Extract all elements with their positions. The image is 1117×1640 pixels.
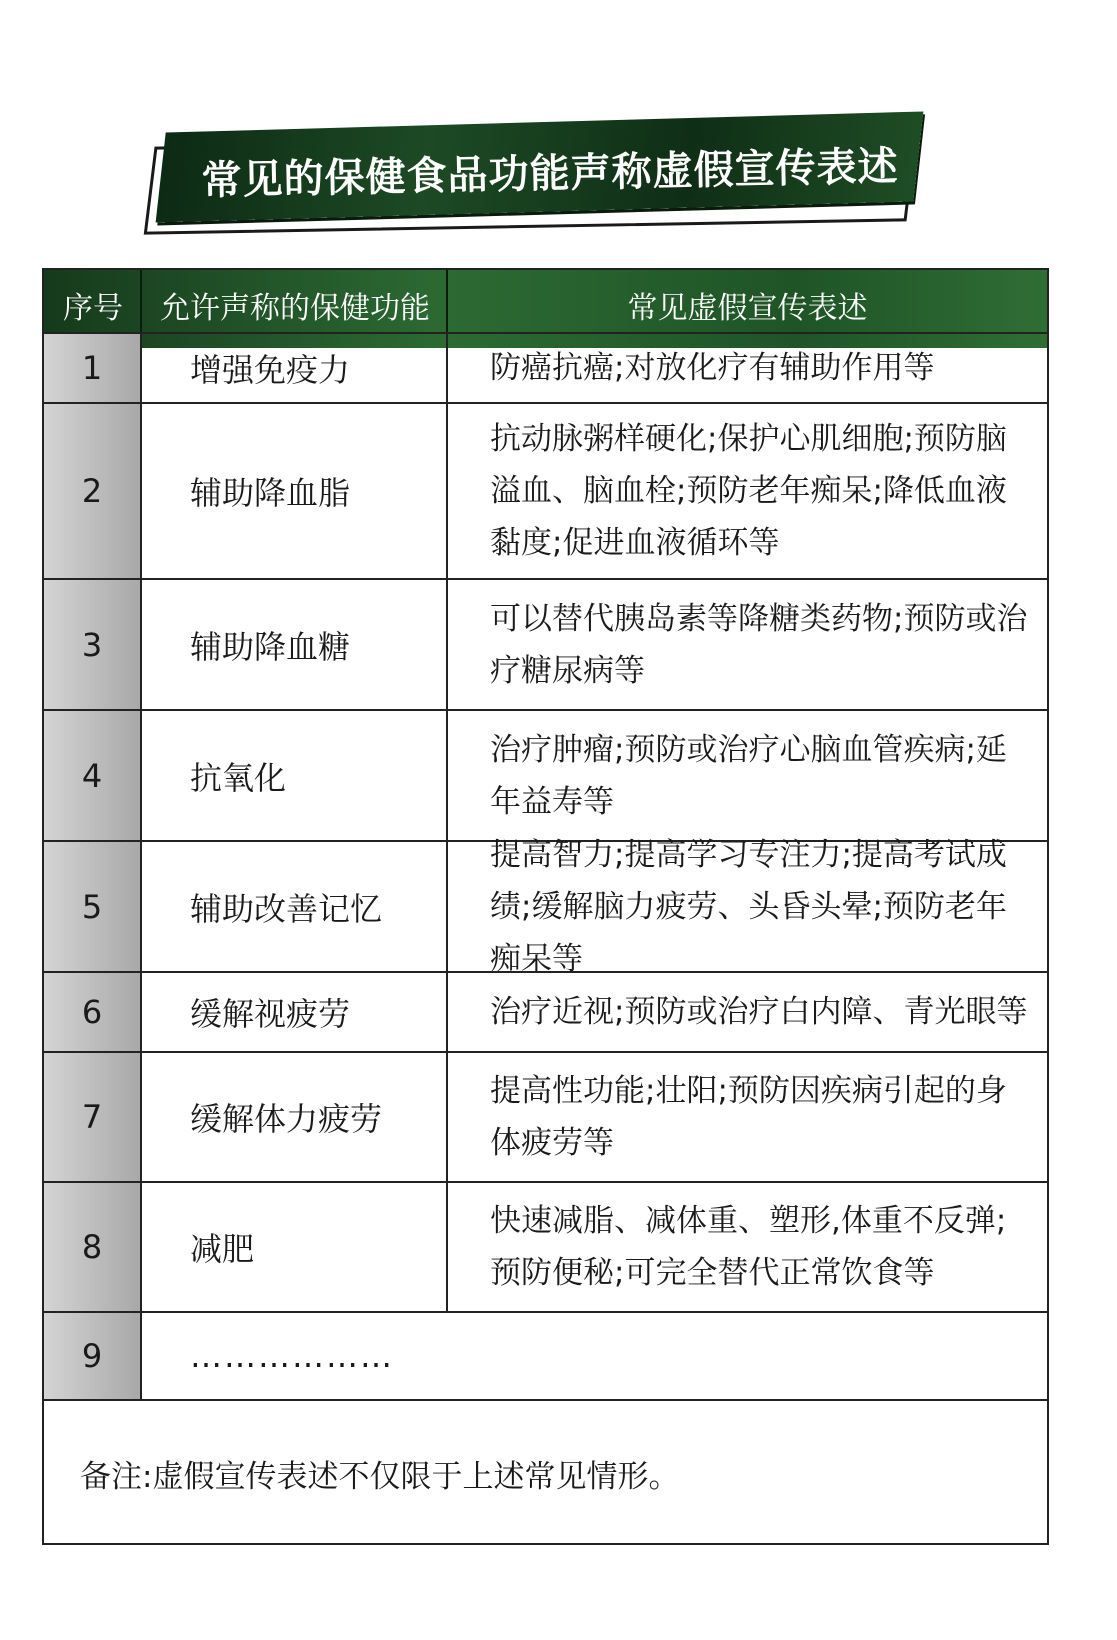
row-function: 减肥 — [142, 1183, 448, 1311]
row-claim: 可以替代胰岛素等降糖类药物;预防或治疗糖尿病等 — [490, 600, 1028, 689]
row-claim: 提高智力;提高学习专注力;提高考试成绩;缓解脑力疲劳、头昏头晕;预防老年痴呆等 — [490, 836, 1007, 977]
row-number: 9 — [44, 1313, 142, 1399]
header-number: 序号 — [63, 291, 123, 326]
row-claim: 快速减脂、减体重、塑形,体重不反弹;预防便秘;可完全替代正常饮食等 — [490, 1203, 1007, 1291]
claims-table — [42, 268, 1049, 1545]
page-title: 常见的保健食品功能声称虚假宣传表述 — [201, 143, 899, 205]
table-row — [44, 1311, 1047, 1399]
row-claim: 防癌抗癌;对放化疗有辅助作用等 — [490, 350, 935, 386]
table-row — [44, 332, 1047, 402]
row-function: 辅助降血脂 — [142, 404, 448, 578]
row-function: 缓解视疲劳 — [142, 973, 448, 1051]
header-function: 允许声称的保健功能 — [160, 291, 430, 326]
row-number: 8 — [44, 1183, 142, 1311]
row-function: 辅助改善记忆 — [142, 842, 448, 971]
row-function: 辅助降血糖 — [142, 580, 448, 709]
row-number: 6 — [44, 973, 142, 1051]
table-row — [44, 1181, 1047, 1311]
table-row — [44, 709, 1047, 840]
row-number: 5 — [44, 842, 142, 971]
row-claim: 抗动脉粥样硬化;保护心肌细胞;预防脑溢血、脑血栓;预防老年痴呆;降低血液黏度;促进血液循环等 — [490, 421, 1007, 561]
row-number: 4 — [44, 711, 142, 840]
table-row — [44, 578, 1047, 709]
row-function: ……………… — [190, 1337, 394, 1375]
table-row — [44, 971, 1047, 1051]
title-banner — [150, 118, 920, 230]
row-number: 7 — [44, 1053, 142, 1181]
row-function: 缓解体力疲劳 — [142, 1053, 448, 1181]
row-function: 抗氧化 — [142, 711, 448, 840]
table-row — [44, 1051, 1047, 1181]
table-row — [44, 402, 1047, 578]
row-claim: 治疗近视;预防或治疗白内障、青光眼等 — [490, 994, 1028, 1030]
row-number: 2 — [44, 404, 142, 578]
header-claim: 常见虚假宣传表述 — [627, 291, 868, 326]
row-number: 1 — [44, 334, 142, 402]
table-note: 备注:虚假宣传表述不仅限于上述常见情形。 — [44, 1399, 1047, 1545]
row-claim: 治疗肿瘤;预防或治疗心脑血管疾病;延年益寿等 — [490, 731, 1007, 820]
row-function: 增强免疫力 — [142, 334, 448, 402]
row-claim: 提高性功能;壮阳;预防因疾病引起的身体疲劳等 — [490, 1073, 1007, 1161]
row-number: 3 — [44, 580, 142, 709]
table-row — [44, 836, 1047, 977]
